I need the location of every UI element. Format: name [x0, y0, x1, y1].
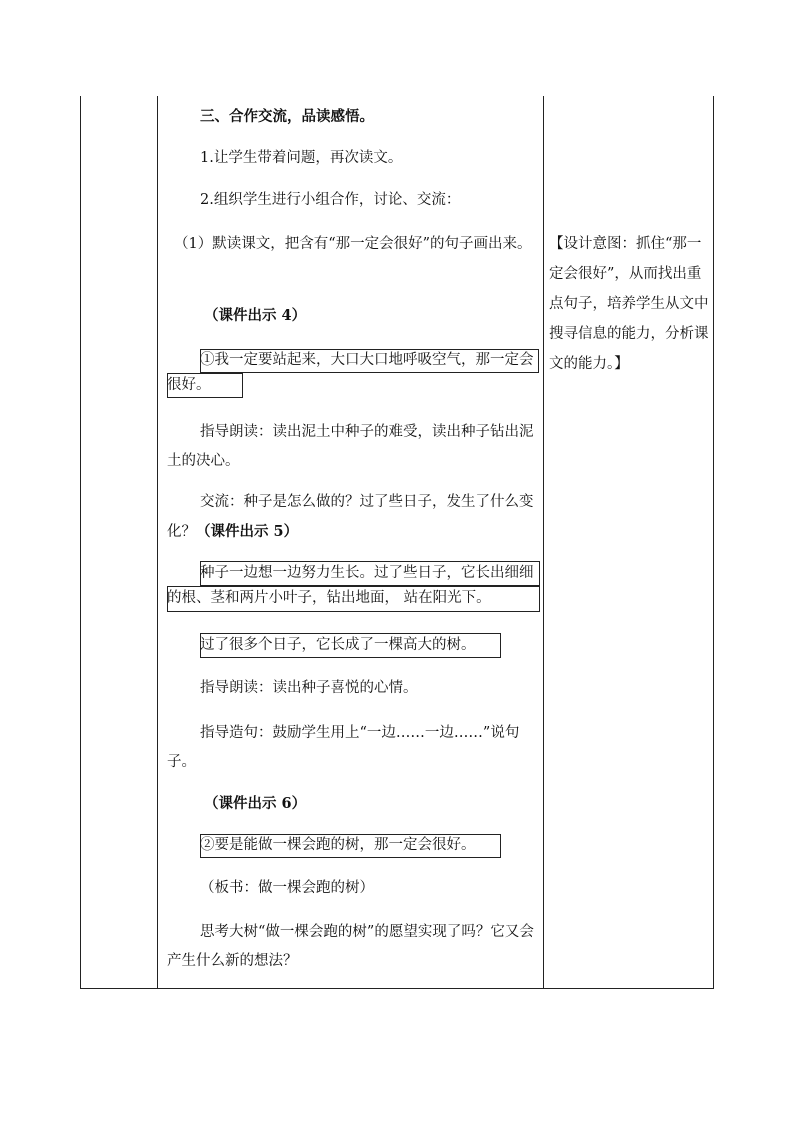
step-1: 1.让学生带着问题，再次读文。	[200, 150, 403, 166]
table-divider-2	[543, 96, 544, 988]
table-border-bottom	[80, 988, 714, 989]
board-note: （板书：做一棵会跑的树）	[200, 880, 374, 896]
table-border-right	[713, 96, 714, 988]
quote-1: ①我一定要站起来，大口大口地呼吸空气，那一定会很好。	[167, 352, 534, 393]
quote-4: ②要是能做一棵会跑的树，那一定会很好。	[200, 837, 476, 853]
sentence-guide: 指导造句：鼓励学生用上“一边……一边……”说句子。	[167, 725, 520, 770]
courseware-label-6: （课件出示 6）	[204, 795, 307, 812]
think-question: 思考大树“做一棵会跑的树”的愿望实现了吗？它又会产生什么新的想法？	[167, 924, 534, 969]
quote-2: 种子一边想一边努力生长。过了些日子，它长出细细的根、茎和两片小叶子，钻出地面， 站在阳光下。	[167, 565, 534, 606]
discussion-text: 交流：种子是怎么做的？过了些日子，发生了什么变化？	[167, 494, 534, 540]
section-heading: 三、合作交流，品读感悟。	[200, 108, 374, 125]
reading-guide-2: 指导朗读：读出种子喜悦的心情。	[200, 680, 418, 696]
discussion	[167, 488, 541, 547]
design-intent: 【设计意图：抓住“那一定会很好”，从而找出重点句子，培养学生从文中搜寻信息的能力，分析课文的能力。】	[549, 236, 709, 372]
courseware-label-4: （课件出示 4）	[204, 307, 307, 324]
quote-3: 过了很多个日子，它长成了一棵高大的树。	[200, 637, 476, 653]
step-2-1: （1）默读课文，把含有“那一定会很好”的句子画出来。	[174, 236, 532, 252]
table-border-left	[80, 96, 81, 988]
reading-guide-1: 指导朗读：读出泥土中种子的难受，读出种子钻出泥土的决心。	[167, 424, 534, 469]
step-2: 2.组织学生进行小组合作，讨论、交流：	[200, 192, 461, 208]
courseware-label-5: （课件出示 5）	[196, 523, 299, 540]
table-divider-1	[157, 96, 158, 988]
